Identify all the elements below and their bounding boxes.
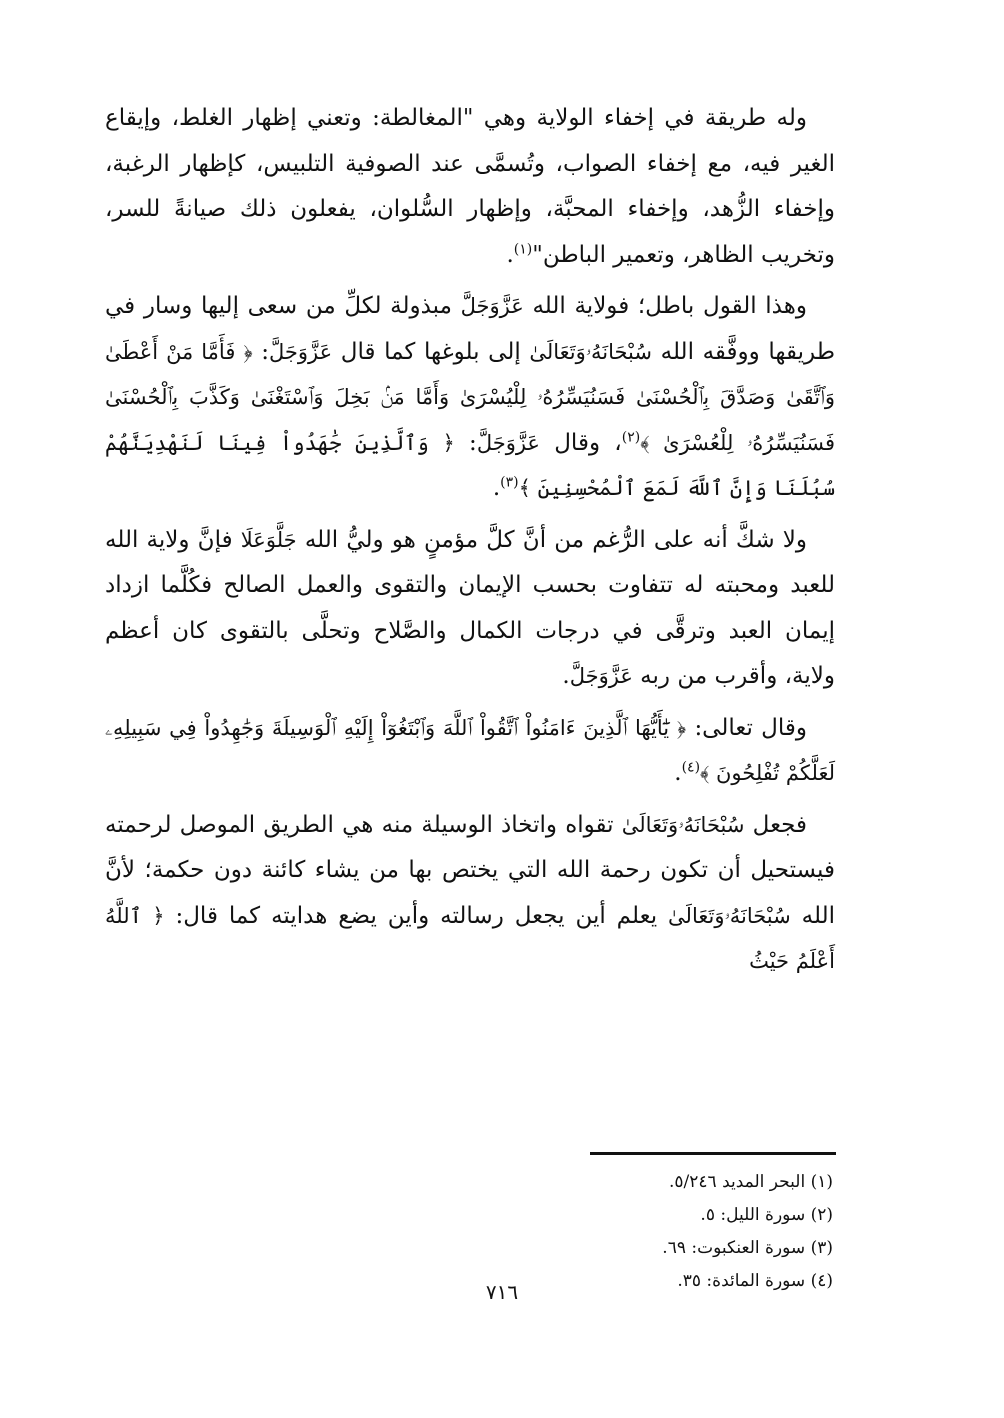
text-run: وقال تعالى: — [686, 714, 808, 741]
quran-verse: ﴿ فَأَمَّا مَنْ أَعْطَىٰ وَٱتَّقَىٰ وَصَدَّقَ بِٱلْحُسْنَىٰ فَسَنُيَسِّرُهُۥ لِلْيُسْرَىٰ وَأَمَّا مَنۢ بَخِلَ وَٱسْتَغْنَىٰ وَكَذَّبَ بِٱلْحُسْنَىٰ فَسَنُيَسِّرُهُۥ لِلْعُسْرَىٰ ﴾ — [105, 339, 836, 455]
footnote-reference: (٤) — [681, 759, 701, 776]
footnote-separator — [590, 1152, 836, 1155]
text-run: يعلم أين يجعل رسالته وأين يضع هدايته كما قال: — [164, 902, 669, 929]
text-run: وهذا القول باطل؛ فولاية الله — [523, 293, 807, 319]
page-number: ٧١٦ — [485, 1280, 519, 1304]
footnote-reference: (٣) — [500, 474, 519, 491]
text-run: فإنَّ ولاية الله للعبد ومحبته له تتفاوت بحسب الإيمان والتقوى والعمل الصالح فكُلَّما ازداد إيمان العبد وترقَّى في درجات الكمال والصَّلاح وتحلَّى بالتقوى كان أعظم ولاية، وأقرب من ربه — [105, 526, 835, 689]
footnote-reference: (٢) — [621, 428, 641, 445]
text-run: : — [454, 429, 477, 456]
honorific-phrase: عَزَّوَجَلَّ — [476, 430, 540, 455]
paragraph — [105, 518, 835, 700]
footnotes — [105, 1166, 835, 1298]
paragraph — [105, 96, 835, 278]
footnote-item: (١) البحر المديد ٥/٢٤٦. — [669, 1172, 833, 1192]
quran-verse: ﴿ يَٰٓأَيُّهَا ٱلَّذِينَ ءَامَنُواْ ٱتَّقُواْ ٱللَّهَ وَٱبْتَغُوٓاْ إِلَيْهِ ٱلْوَسِيلَةَ وَجَٰهِدُواْ فِي سَبِيلِهِۦ لَعَلَّكُمْ تُفْلِحُونَ ﴾ — [105, 715, 835, 785]
honorific-phrase: سُبْحَانَهُۥوَتَعَالَىٰ — [621, 812, 745, 837]
footnote-item: (٣) سورة العنكبوت: ٦٩. — [662, 1238, 833, 1258]
quran-verse: ﴿ ٱللَّهُ أَعْلَمُ حَيْثُ — [105, 903, 835, 973]
text-run: ولا شكَّ أنه على الرُّغم من أنَّ كلَّ مؤمنٍ هو وليُّ الله — [296, 526, 807, 553]
honorific-phrase: عَزَّوَجَلَّ — [269, 339, 333, 364]
honorific-phrase: عَزَّوَجَلَّ — [460, 294, 524, 318]
honorific-phrase: سُبْحَانَهُۥوَتَعَالَىٰ — [529, 339, 652, 364]
text-run: ، وقال — [539, 429, 622, 456]
honorific-phrase: عَزَّوَجَلَّ — [569, 664, 633, 688]
text-run: : — [252, 338, 270, 365]
text-run: . — [506, 241, 514, 268]
honorific-phrase: سُبْحَانَهُۥوَتَعَالَىٰ — [668, 903, 791, 928]
footnote-reference: (١) — [513, 240, 533, 257]
text-run: تقواه واتخاذ الوسيلة منه هي الطريق الموصل لرحمته فيستحيل أن تكون رحمة الله التي يختص بها من يشاء كائنة دون حكمة؛ لأنَّ الله — [105, 811, 836, 929]
paragraph — [105, 706, 835, 797]
text-run: مبذولة لكلِّ من سعى إليها وسار في طريقها ووفَّقه الله — [105, 293, 835, 365]
main-text — [105, 96, 835, 991]
text-run: . — [562, 663, 570, 689]
footnote-item: (٤) سورة المائدة: ٣٥. — [677, 1271, 833, 1291]
paragraph — [105, 803, 835, 985]
text-run: وله طريقة في إخفاء الولاية وهي "المغالطة: وتعني إظهار الغلط، وإيقاع الغير فيه، مع إخفاء الصواب، وتُسمَّى عند الصوفية التلبيس، كإظهار الرغبة، وإخفاء الزُّهد، وإخفاء المحبَّة، وإظهار السُّلوان، يفعلون ذلك صيانةً للسر، وتخريب الظاهر، وتعمير الباطن" — [105, 105, 835, 268]
text-run: . — [674, 760, 682, 786]
text-run: فجعل — [744, 811, 808, 838]
honorific-phrase: جَلَّوَعَلَا — [240, 527, 297, 552]
text-run: إلى بلوغها كما قال — [332, 338, 530, 365]
footnote-item: (٢) سورة الليل: ٥. — [700, 1205, 833, 1225]
paragraph — [105, 284, 835, 512]
text-run: . — [492, 475, 501, 501]
quran-verse: ﴿ وَٱلَّذِينَ جَٰهَدُواْ فِينَا لَنَهْدِيَنَّهُمْ سُبُلَنَا وَإِنَّ ٱللَّهَ لَمَعَ ٱلْمُحْسِنِينَ ﴾ — [105, 430, 835, 500]
